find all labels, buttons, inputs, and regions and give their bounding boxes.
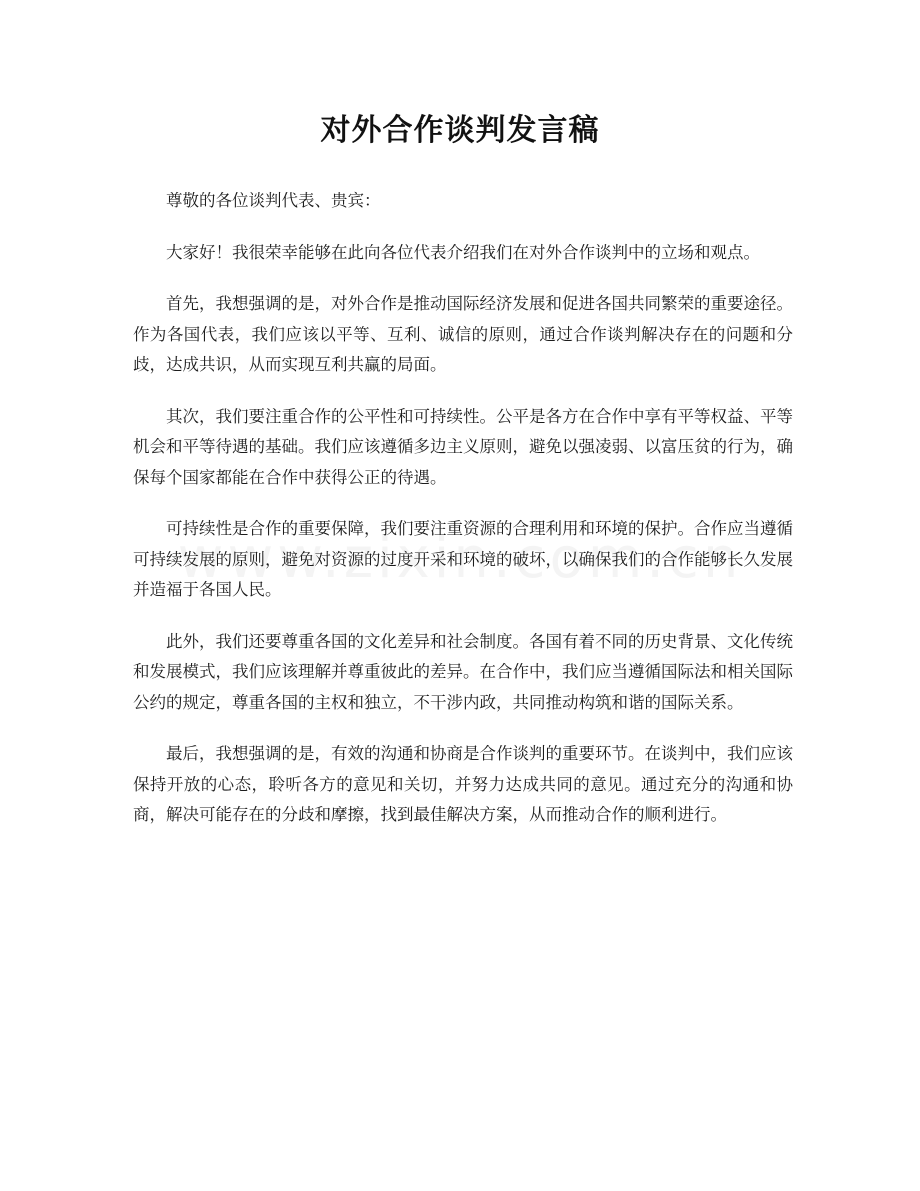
paragraph-sustainability: 可持续性是合作的重要保障，我们要注重资源的合理利用和环境的保护。合作应当遵循可持续发展的原则，避免对资源的过度开采和环境的破坏，以确保我们的合作能够长久发展并造福于各国人民。	[133, 519, 793, 599]
paragraph-greeting: 大家好！我很荣幸能够在此向各位代表介绍我们在对外合作谈判中的立场和观点。	[166, 242, 760, 262]
paragraph-first-point: 首先，我想强调的是，对外合作是推动国际经济发展和促进各国共同繁荣的重要途径。作为各国代表，我们应该以平等、互利、诚信的原则，通过合作谈判解决存在的问题和分歧，达成共识，从而实现互利共赢的局面。	[133, 294, 793, 374]
document-body	[133, 186, 793, 852]
paragraph-conclusion: 最后，我想强调的是，有效的沟通和协商是合作谈判的重要环节。在谈判中，我们应该保持开放的心态，聆听各方的意见和关切，并努力达成共同的意见。通过充分的沟通和协商，解决可能存在的分歧和摩擦，找到最佳解决方案，从而推动合作的顺利进行。	[133, 744, 793, 824]
document-title: 对外合作谈判发言稿	[320, 113, 600, 148]
paragraph-salutation: 尊敬的各位谈判代表、贵宾：	[166, 191, 381, 210]
paragraph-second-point: 其次，我们要注重合作的公平性和可持续性。公平是各方在合作中享有平等权益、平等机会和平等待遇的基础。我们应该遵循多边主义原则，避免以强凌弱、以富压贫的行为，确保每个国家都能在合作中获得公正的待遇。	[133, 406, 793, 487]
paragraph-cultural-respect: 此外，我们还要尊重各国的文化差异和社会制度。各国有着不同的历史背景、文化传统和发展模式，我们应该理解并尊重彼此的差异。在合作中，我们应当遵循国际法和相关国际公约的规定，尊重各国的主权和独立，不干涉内政，共同推动构筑和谐的国际关系。	[133, 631, 793, 712]
